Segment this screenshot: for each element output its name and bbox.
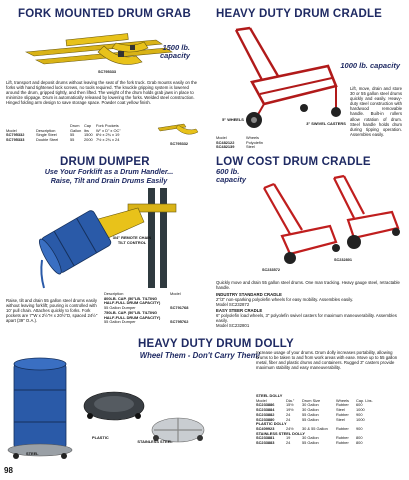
section-steel: STEEL DOLLY [256,393,283,398]
section-plastic: PLASTIC DOLLY [256,421,287,427]
cell: 800 [356,435,363,441]
cell: Steel [336,416,345,422]
cell: 55 Gallon Dumper [104,319,136,325]
cell: 30 Gallon [302,407,319,413]
fork-grab-sku: SC795333 [98,70,116,74]
cell: SC233881 [256,435,275,441]
cell: Double Steel [36,137,59,143]
cell: 55 [70,132,75,138]
low-cost-cradle-capacity: 600 lb. capacity [216,167,247,184]
cell: 55 Gallon [302,411,319,417]
casters-label: 3" SWIVEL CASTERS [306,121,346,126]
table-row [216,145,265,150]
low-cost-sku-left: SC233572 [262,268,280,272]
cell: 1500 [84,132,93,138]
dolly-image [6,350,206,466]
cell: HALF-FULL DRUM CAPACITY) [104,300,161,306]
fork-grab-th-3: lbs [84,127,89,133]
cell: HALF-FULL DRUM CAPACITY) [104,314,161,320]
fork-grab-capacity: 1500 lb. capacity [159,43,190,60]
cell: 15½ [286,402,294,408]
cell: 2000 [84,137,93,143]
dolly-subtitle: Wheel Them - Don't Carry Them! [139,351,261,360]
cell: 19½ [286,407,294,413]
cell: Rubber [336,402,349,408]
remote-chain-label: 3/4" REMOTE CHAIN TILT CONTROL [112,235,152,245]
fork-grab-description: Lift, transport and deposit drums without leaving the seat of the fork truck. Grab mounts easily on the forks with hand tightened lock screws, no tools required. The knuckle gripping system is lowered around the drum, gripped tightly, and then lifted. The weight of the drum holds grab jaws in place to minimize slippage. Drum is automatically released by lowering the forks. Welded steel construction. Hinged folding arm design to save storage space. Powder coat yellow finish. [6,80,198,106]
fork-grab-th-top-4: Fork Pockets [96,123,119,128]
wheels-label: 5" WHEELS [222,117,244,122]
cell: Rubber [336,411,349,417]
low-cost-cradle-title: LOW COST DRUM CRADLE [216,156,371,168]
easy-steer-title: EASY STEER CRADLE [216,308,263,313]
cell: SC233884 [256,407,275,413]
fork-grab-title: FORK MOUNTED DRUM GRAB [18,8,192,20]
fork-grab-th-4: W" x D" x OC" [96,127,121,133]
fork-grab-sku2: SC795332 [170,142,188,146]
table-row [104,320,190,325]
cell: Polyolefin [246,139,263,145]
fork-grab-th-2: Gallon [70,127,82,133]
cell: Single Steel [36,132,57,138]
low-cost-sku-right: SC232801 [334,258,352,262]
cell: SC795332 [6,132,25,138]
cell: 24 [286,416,291,422]
cell: 600 [356,402,363,408]
stainless-label: STAINLESS STEEL [137,439,173,444]
cell: Rubber [336,440,349,446]
drum-cradle-table [216,136,265,150]
table-row [6,138,123,143]
cell: SC233880 [256,416,275,422]
cell: 900 [356,425,363,431]
fork-grab-th-0: Model [6,127,17,133]
cell: 900 [356,411,363,417]
dolly-th-3: Wheels [336,397,349,403]
cell: Steel [246,144,255,150]
cell: 55 Gallon [302,440,319,446]
cell: 30 Gallon [302,402,319,408]
drum-cradle-title: HEAVY DUTY DRUM CRADLE [216,8,383,20]
fork-grab-th-top-3: Cap [84,123,92,128]
cell: 1000 [356,416,365,422]
dolly-description: Increase usage of your drums. Drum dolly increases portability, allowing drums to be taken to and from work areas with ease. Move up to 55 gallon metal, fiber and plastic drums and containers. Rugged 3" casters provide maximum stability and easy maneuverability. [256,350,398,371]
cell: 55 Gallon Dumper [104,305,136,311]
cell: 750LB. CAP. (50°LB. TILTING [104,309,158,315]
cell: 24 [286,440,291,446]
page-number: 98 [4,466,13,475]
cell: 7½ x 2¾ x 24 [96,137,120,143]
dolly-th-2: Drum Size [302,397,321,403]
dolly-th-1: Dia." [286,397,295,403]
cell: 24 [286,411,291,417]
cell: 6½ x 2¾ x 19 [96,132,120,138]
cell: 55 [70,137,75,143]
low-cost-intro: Quickly move and drain 55 gallon steel drums. One man tracking. Heavy gauge steel, retractable handle. [216,280,400,291]
cell: SC795333 [6,137,25,143]
cell: 1000 [356,407,365,413]
cell: SC791768 [170,305,189,311]
drum-cradle-capacity: 1000 lb. capacity [340,61,400,70]
industry-cradle-title: INDUSTRY STANDARD CRADLE [216,292,282,297]
fork-grab-th-1: Description [36,127,56,133]
fork-grab-th-top-2: Drum [70,123,80,128]
cell: 24½ [286,425,294,431]
cell: SC409923 [256,425,275,431]
easy-steer-model: Model SC232801 [216,323,250,328]
cell: 30 Gallon [302,435,319,441]
cell: SC233883 [256,440,275,446]
dumper-subtitle: Use Your Forklift as a Drum Handler... Raise, Tilt and Drain Drums Easily [44,167,174,185]
fork-grab-small-image [154,118,202,140]
fork-grab-spec-table [6,124,156,143]
drum-cradle-th-1: Wheels [246,135,259,140]
cell: 30 & 55 Gallon [302,425,328,431]
cell: SC482139 [216,144,235,150]
dumper-title: DRUM DUMPER [60,156,150,168]
section-stainless: STAINLESS STEEL DOLLY [256,430,305,436]
dolly-table [256,394,375,446]
cell: 55 Gallon [302,416,319,422]
dumper-th-1: Model [170,291,181,296]
dumper-image [20,184,200,294]
dolly-title: HEAVY DUTY DRUM DOLLY [138,338,294,350]
industry-cradle-text: 2"/3" non-sparking polyolefin wheels for easy mobility. Assembles easily. [216,297,354,302]
plastic-label: PLASTIC [92,435,109,440]
table-row [256,441,375,446]
cell: SC482122 [216,139,235,145]
dolly-th-4: Cap. Lbs. [356,397,373,403]
drum-cradle-th-0: Model [216,135,227,140]
dumper-th-0: Description [104,291,124,296]
cell: SC233882 [256,411,275,417]
steel-label: STEEL [26,451,39,456]
cell: 800 [356,440,363,446]
cell: SC795762 [170,319,189,325]
cell: 19 [286,435,291,441]
easy-steer-text: 6" polyolefin load wheels, 3" polyolefin swivel casters for maximum maneuverability. Assembles easily. [216,313,397,324]
dumper-description: Raise, tilt and drain 55 gallon steel drums easily without leaving forklift; pouring is controlled with 10' pull chain. Attaches quickly to forks. Fork pockets are 7"W x 2½"H x 20½"D, spaced 24½" apart (39" O.A.). [6,298,98,324]
dolly-th-0: Model [256,397,267,403]
cell: Rubber [336,425,349,431]
dumper-table [104,292,190,325]
cell: Rubber [336,435,349,441]
cell: 800LB. CAP. (50°LB. TILTING [104,295,158,301]
cell: SC233886 [256,402,275,408]
drum-cradle-description: Lift, move, drain and store 30 or 55 gallon steel drums quickly and easily. Heavy-duty steel construction with hardwood removable handle. Built-in rollers allow rotation of drum. Steel handle holds drum during tipping operation. Assembles easily. [350,86,402,137]
cell: Steel [336,407,345,413]
industry-cradle-model: Model SC232872 [216,302,250,307]
low-cost-cradle-image [250,172,406,276]
